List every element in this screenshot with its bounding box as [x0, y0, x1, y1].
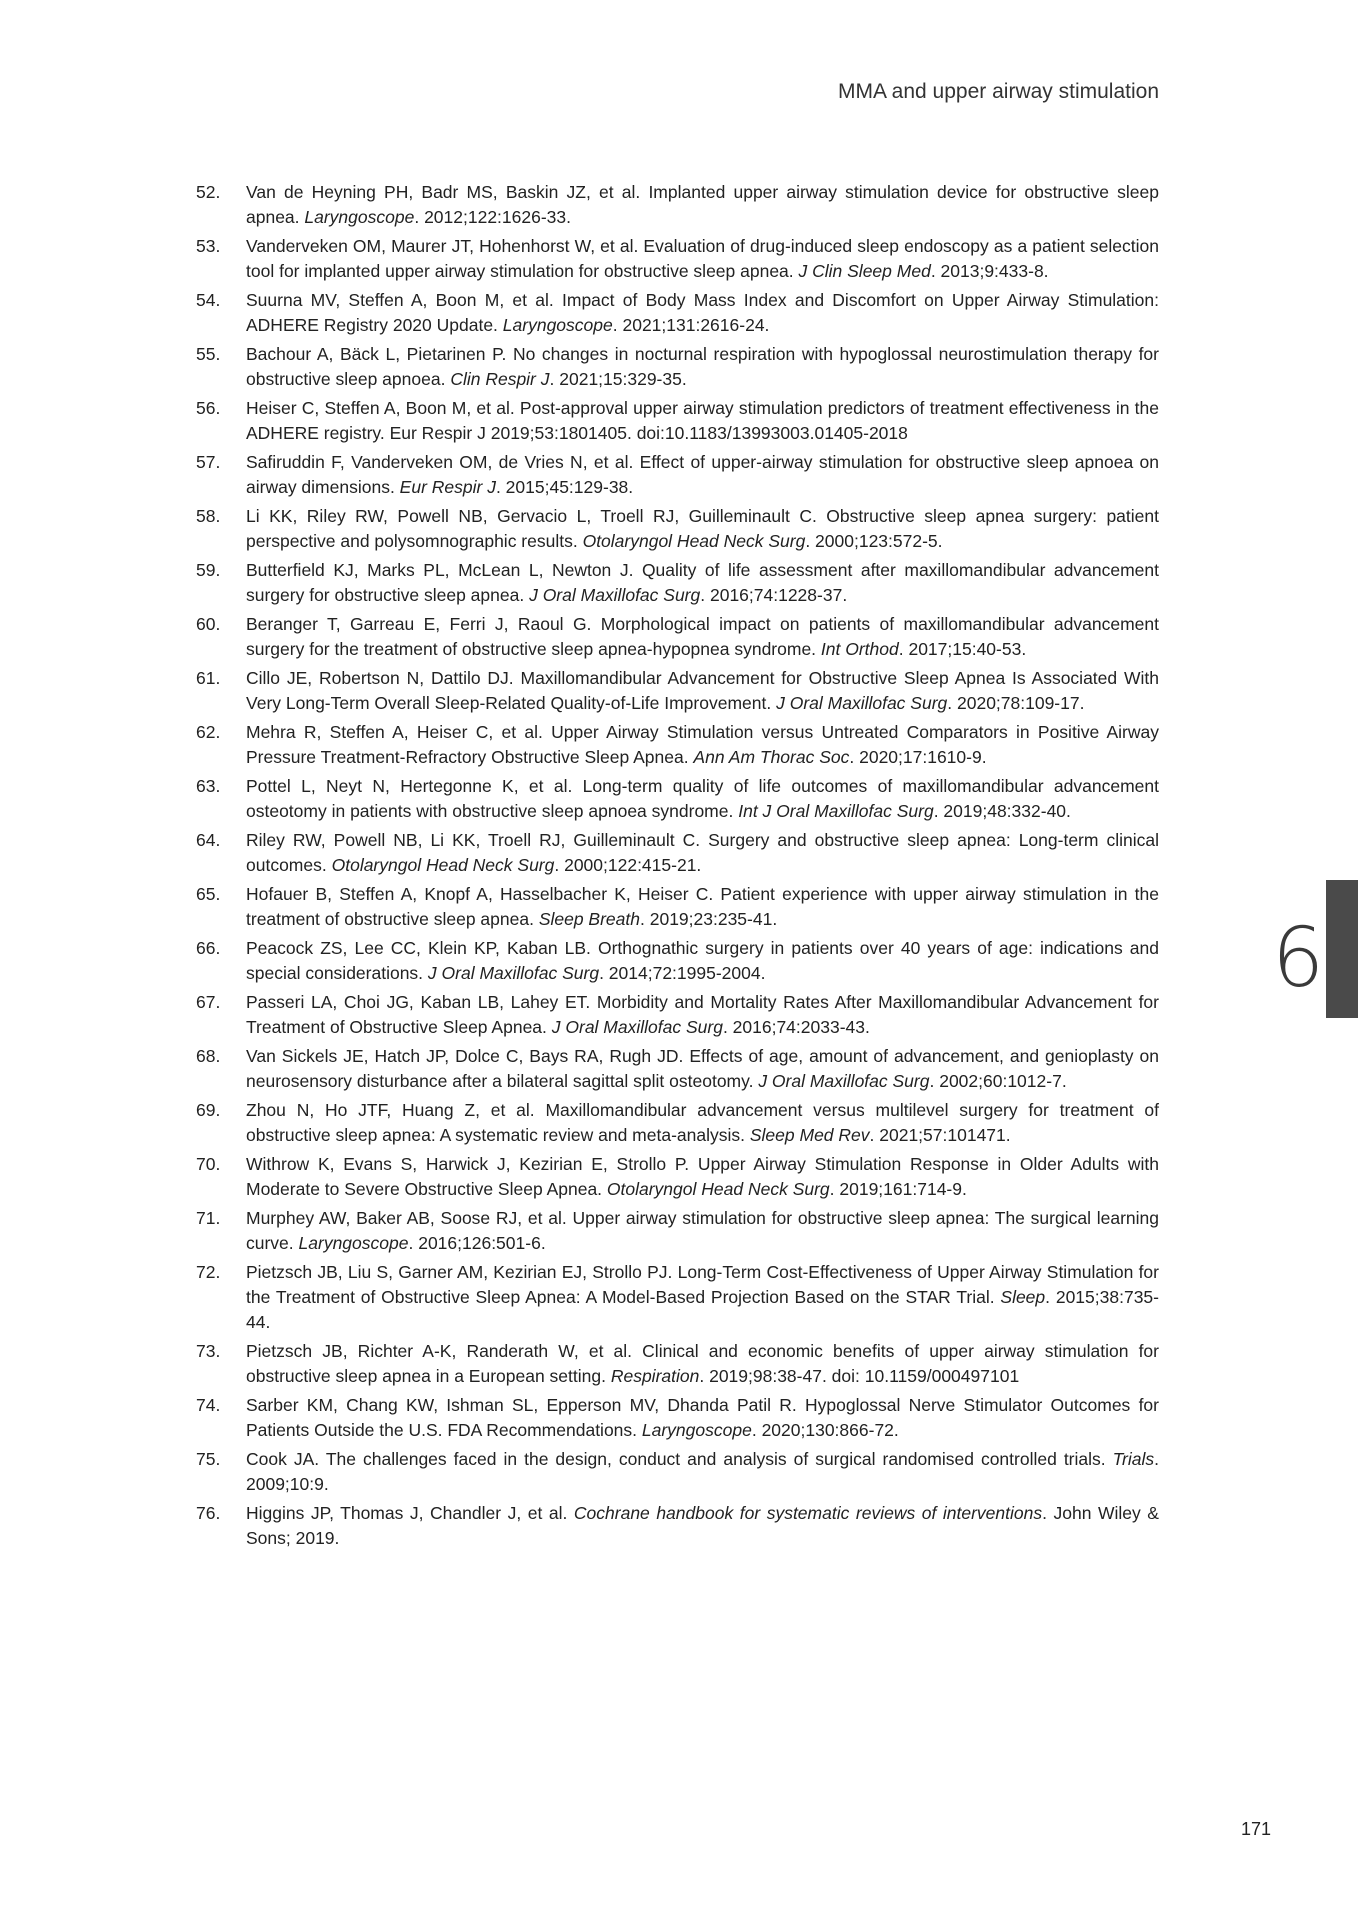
- reference-authors-title: Mehra R, Steffen A, Heiser C, et al. Upper Airway Stimulation versus Untreated Comparators in Positive Airway Pressure Treatment-Refractory Obstructive Sleep Apnea.: [246, 722, 1159, 767]
- reference-text: [246, 1501, 1159, 1551]
- reference-authors-title: Riley RW, Powell NB, Li KK, Troell RJ, Guilleminault C. Surgery and obstructive sleep apnea: Long-term clinical outcomes.: [246, 830, 1159, 875]
- reference-citation: . 2009;10:9.: [246, 1449, 1159, 1494]
- reference-item: [196, 1044, 1159, 1094]
- reference-authors-title: Heiser C, Steffen A, Boon M, et al. Post-approval upper airway stimulation predictors of treatment effectiveness in the ADHERE registry. Eur Respir J 2019;53:1801405. doi:10.1183/13993003.01405-2018: [246, 398, 1159, 443]
- reference-journal: J Clin Sleep Med: [798, 261, 931, 281]
- reference-authors-title: Safiruddin F, Vanderveken OM, de Vries N, et al. Effect of upper-airway stimulation for obstructive sleep apnoea on airway dimensions.: [246, 452, 1159, 497]
- reference-authors-title: Li KK, Riley RW, Powell NB, Gervacio L, Troell RJ, Guilleminault C. Obstructive sleep apnea surgery: patient perspective and polysomnographic results.: [246, 506, 1159, 551]
- reference-authors-title: Withrow K, Evans S, Harwick J, Kezirian E, Strollo P. Upper Airway Stimulation Response in Older Adults with Moderate to Severe Obstructive Sleep Apnea.: [246, 1154, 1159, 1199]
- reference-text: [246, 180, 1159, 230]
- reference-citation: . John Wiley & Sons; 2019.: [246, 1503, 1159, 1548]
- reference-item: [196, 1260, 1159, 1335]
- reference-item: [196, 1393, 1159, 1443]
- reference-journal: Laryngoscope: [304, 207, 415, 227]
- reference-authors-title: Suurna MV, Steffen A, Boon M, et al. Impact of Body Mass Index and Discomfort on Upper Airway Stimulation: ADHERE Registry 2020 Update.: [246, 290, 1159, 335]
- reference-text: [246, 720, 1159, 770]
- reference-text: [246, 882, 1159, 932]
- reference-text: [246, 1393, 1159, 1443]
- reference-item: [196, 666, 1159, 716]
- reference-authors-title: Butterfield KJ, Marks PL, McLean L, Newton J. Quality of life assessment after maxillomandibular advancement surgery for obstructive sleep apnea.: [246, 560, 1159, 605]
- reference-authors-title: Cook JA. The challenges faced in the design, conduct and analysis of surgical randomised controlled trials.: [246, 1449, 1113, 1469]
- reference-number: 70.: [196, 1154, 221, 1174]
- reference-number: 75.: [196, 1449, 221, 1469]
- reference-authors-title: Bachour A, Bäck L, Pietarinen P. No changes in nocturnal respiration with hypoglossal neurostimulation therapy for obstructive sleep apnoea.: [246, 344, 1159, 389]
- reference-text: [246, 1447, 1159, 1497]
- reference-item: [196, 1206, 1159, 1256]
- reference-text: [246, 1152, 1159, 1202]
- reference-item: [196, 1098, 1159, 1148]
- reference-text: [246, 234, 1159, 284]
- reference-authors-title: Vanderveken OM, Maurer JT, Hohenhorst W, et al. Evaluation of drug-induced sleep endoscopy as a patient selection tool for implanted upper airway stimulation for obstructive sleep apnea.: [246, 236, 1159, 281]
- reference-list: [196, 180, 1159, 1555]
- reference-citation: . 2015;38:735-44.: [246, 1287, 1159, 1332]
- reference-citation: . 2021;15:329-35.: [549, 369, 687, 389]
- reference-citation: . 2019;161:714-9.: [829, 1179, 967, 1199]
- reference-item: [196, 558, 1159, 608]
- running-title: MMA and upper airway stimulation: [838, 80, 1159, 103]
- reference-item: [196, 1447, 1159, 1497]
- reference-number: 57.: [196, 452, 221, 472]
- reference-text: [246, 936, 1159, 986]
- reference-text: [246, 1260, 1159, 1335]
- reference-authors-title: Zhou N, Ho JTF, Huang Z, et al. Maxillomandibular advancement versus multilevel surgery for treatment of obstructive sleep apnea: A systematic review and meta-analysis.: [246, 1100, 1159, 1145]
- reference-journal: Laryngoscope: [502, 315, 613, 335]
- reference-citation: . 2019;23:235-41.: [640, 909, 778, 929]
- reference-number: 56.: [196, 398, 221, 418]
- reference-number: 60.: [196, 614, 221, 634]
- reference-authors-title: Passeri LA, Choi JG, Kaban LB, Lahey ET. Morbidity and Mortality Rates After Maxillomandibular Advancement for Treatment of Obstructive Sleep Apnea.: [246, 992, 1159, 1037]
- reference-journal: Ann Am Thorac Soc: [693, 747, 850, 767]
- reference-number: 69.: [196, 1100, 221, 1120]
- reference-item: [196, 1152, 1159, 1202]
- reference-item: [196, 936, 1159, 986]
- reference-item: [196, 180, 1159, 230]
- reference-text: [246, 1206, 1159, 1256]
- reference-citation: . 2019;98:38-47. doi: 10.1159/000497101: [699, 1366, 1020, 1386]
- reference-journal: Cochrane handbook for systematic reviews of interventions: [573, 1503, 1043, 1523]
- reference-journal: Int Orthod: [820, 639, 899, 659]
- reference-item: [196, 342, 1159, 392]
- reference-item: [196, 990, 1159, 1040]
- reference-number: 71.: [196, 1208, 221, 1228]
- reference-text: [246, 558, 1159, 608]
- reference-citation: . 2016;126:501-6.: [408, 1233, 546, 1253]
- reference-text: [246, 774, 1159, 824]
- reference-text: [246, 396, 1159, 446]
- reference-journal: Respiration: [610, 1366, 700, 1386]
- reference-citation: . 2002;60:1012-7.: [929, 1071, 1067, 1091]
- reference-citation: . 2013;9:433-8.: [930, 261, 1049, 281]
- reference-number: 62.: [196, 722, 221, 742]
- reference-number: 54.: [196, 290, 221, 310]
- reference-journal: Otolaryngol Head Neck Surg: [582, 531, 806, 551]
- reference-journal: Trials: [1112, 1449, 1155, 1469]
- reference-authors-title: Higgins JP, Thomas J, Chandler J, et al.: [246, 1503, 574, 1523]
- chapter-number: 6: [1272, 911, 1325, 1006]
- reference-number: 68.: [196, 1046, 221, 1066]
- reference-item: [196, 396, 1159, 446]
- reference-authors-title: Van de Heyning PH, Badr MS, Baskin JZ, et al. Implanted upper airway stimulation device for obstructive sleep apnea.: [246, 182, 1159, 227]
- reference-number: 66.: [196, 938, 221, 958]
- reference-journal: Laryngoscope: [641, 1420, 752, 1440]
- reference-text: [246, 1339, 1159, 1389]
- reference-citation: . 2000;122:415-21.: [554, 855, 702, 875]
- reference-item: [196, 234, 1159, 284]
- reference-journal: Sleep Breath: [538, 909, 640, 929]
- reference-authors-title: Pottel L, Neyt N, Hertegonne K, et al. Long-term quality of life outcomes of maxillomandibular advancement osteotomy in patients with obstructive sleep apnoea syndrome.: [246, 776, 1159, 821]
- reference-item: [196, 774, 1159, 824]
- reference-text: [246, 990, 1159, 1040]
- reference-text: [246, 288, 1159, 338]
- reference-journal: Otolaryngol Head Neck Surg: [606, 1179, 830, 1199]
- reference-item: [196, 504, 1159, 554]
- reference-text: [246, 1098, 1159, 1148]
- reference-number: 72.: [196, 1262, 221, 1282]
- reference-authors-title: Pietzsch JB, Liu S, Garner AM, Kezirian EJ, Strollo PJ. Long-Term Cost-Effectiveness of Upper Airway Stimulation for the Treatment of Obstructive Sleep Apnea: A Model-Based Projection Based on the STAR Trial.: [246, 1262, 1159, 1307]
- reference-number: 53.: [196, 236, 221, 256]
- reference-authors-title: Van Sickels JE, Hatch JP, Dolce C, Bays RA, Rugh JD. Effects of age, amount of advancement, and genioplasty on neurosensory disturbance after a bilateral sagittal split osteotomy.: [246, 1046, 1159, 1091]
- reference-number: 52.: [196, 182, 221, 202]
- reference-citation: . 2012;122:1626-33.: [414, 207, 572, 227]
- reference-journal: Otolaryngol Head Neck Surg: [331, 855, 555, 875]
- reference-citation: . 2000;123:572-5.: [805, 531, 943, 551]
- reference-number: 67.: [196, 992, 221, 1012]
- reference-journal: J Oral Maxillofac Surg: [758, 1071, 930, 1091]
- reference-item: [196, 828, 1159, 878]
- reference-item: [196, 288, 1159, 338]
- reference-citation: . 2020;17:1610-9.: [849, 747, 987, 767]
- reference-citation: . 2020;78:109-17.: [947, 693, 1085, 713]
- reference-text: [246, 342, 1159, 392]
- reference-journal: J Oral Maxillofac Surg: [427, 963, 600, 983]
- reference-journal: J Oral Maxillofac Surg: [529, 585, 701, 605]
- reference-text: [246, 612, 1159, 662]
- reference-authors-title: Hofauer B, Steffen A, Knopf A, Hasselbacher K, Heiser C. Patient experience with upper airway stimulation in the treatment of obstructive sleep apnea.: [246, 884, 1159, 929]
- reference-text: [246, 504, 1159, 554]
- reference-item: [196, 612, 1159, 662]
- reference-journal: Laryngoscope: [298, 1233, 409, 1253]
- reference-journal: Sleep: [1000, 1287, 1046, 1307]
- reference-authors-title: Pietzsch JB, Richter A-K, Randerath W, et al. Clinical and economic benefits of upper airway stimulation for obstructive sleep apnea in a European setting.: [246, 1341, 1159, 1386]
- reference-item: [196, 1339, 1159, 1389]
- reference-text: [246, 450, 1159, 500]
- reference-text: [246, 666, 1159, 716]
- reference-item: [196, 882, 1159, 932]
- reference-authors-title: Beranger T, Garreau E, Ferri J, Raoul G. Morphological impact on patients of maxillomandibular advancement surgery for the treatment of obstructive sleep apnea-hypopnea syndrome.: [246, 614, 1159, 659]
- reference-citation: . 2016;74:1228-37.: [700, 585, 848, 605]
- reference-number: 64.: [196, 830, 221, 850]
- page-number: 171: [1240, 1819, 1271, 1839]
- reference-text: [246, 828, 1159, 878]
- reference-citation: . 2016;74:2033-43.: [722, 1017, 870, 1037]
- reference-journal: Sleep Med Rev: [749, 1125, 870, 1145]
- reference-journal: Clin Respir J: [450, 369, 550, 389]
- reference-item: [196, 1501, 1159, 1551]
- reference-number: 74.: [196, 1395, 221, 1415]
- reference-authors-title: Cillo JE, Robertson N, Dattilo DJ. Maxillomandibular Advancement for Obstructive Sleep Apnea Is Associated With Very Long-Term Overall Sleep-Related Quality-of-Life Improvement.: [246, 668, 1159, 713]
- reference-number: 61.: [196, 668, 221, 688]
- reference-number: 58.: [196, 506, 221, 526]
- reference-journal: J Oral Maxillofac Surg: [776, 693, 948, 713]
- reference-journal: J Oral Maxillofac Surg: [551, 1017, 723, 1037]
- reference-number: 76.: [196, 1503, 221, 1523]
- reference-number: 73.: [196, 1341, 221, 1361]
- reference-number: 65.: [196, 884, 221, 904]
- reference-citation: . 2019;48:332-40.: [933, 801, 1071, 821]
- chapter-tab: [1326, 880, 1358, 1018]
- reference-text: [246, 1044, 1159, 1094]
- reference-journal: Int J Oral Maxillofac Surg: [738, 801, 934, 821]
- reference-item: [196, 450, 1159, 500]
- reference-authors-title: Sarber KM, Chang KW, Ishman SL, Epperson MV, Dhanda Patil R. Hypoglossal Nerve Stimulator Outcomes for Patients Outside the U.S. FDA Recommendations.: [246, 1395, 1159, 1440]
- reference-number: 55.: [196, 344, 221, 364]
- reference-number: 59.: [196, 560, 221, 580]
- reference-citation: . 2015;45:129-38.: [495, 477, 634, 497]
- reference-citation: . 2014;72:1995-2004.: [599, 963, 766, 983]
- reference-citation: . 2021;131:2616-24.: [612, 315, 770, 335]
- reference-citation: . 2020;130:866-72.: [751, 1420, 899, 1440]
- reference-number: 63.: [196, 776, 221, 796]
- reference-citation: . 2021;57:101471.: [869, 1125, 1011, 1145]
- reference-authors-title: Peacock ZS, Lee CC, Klein KP, Kaban LB. Orthognathic surgery in patients over 40 years of age: indications and special considerations.: [246, 938, 1159, 983]
- reference-journal: Eur Respir J: [399, 477, 496, 497]
- reference-authors-title: Murphey AW, Baker AB, Soose RJ, et al. Upper airway stimulation for obstructive sleep apnea: The surgical learning curve.: [246, 1208, 1159, 1253]
- reference-item: [196, 720, 1159, 770]
- reference-citation: . 2017;15:40-53.: [898, 639, 1027, 659]
